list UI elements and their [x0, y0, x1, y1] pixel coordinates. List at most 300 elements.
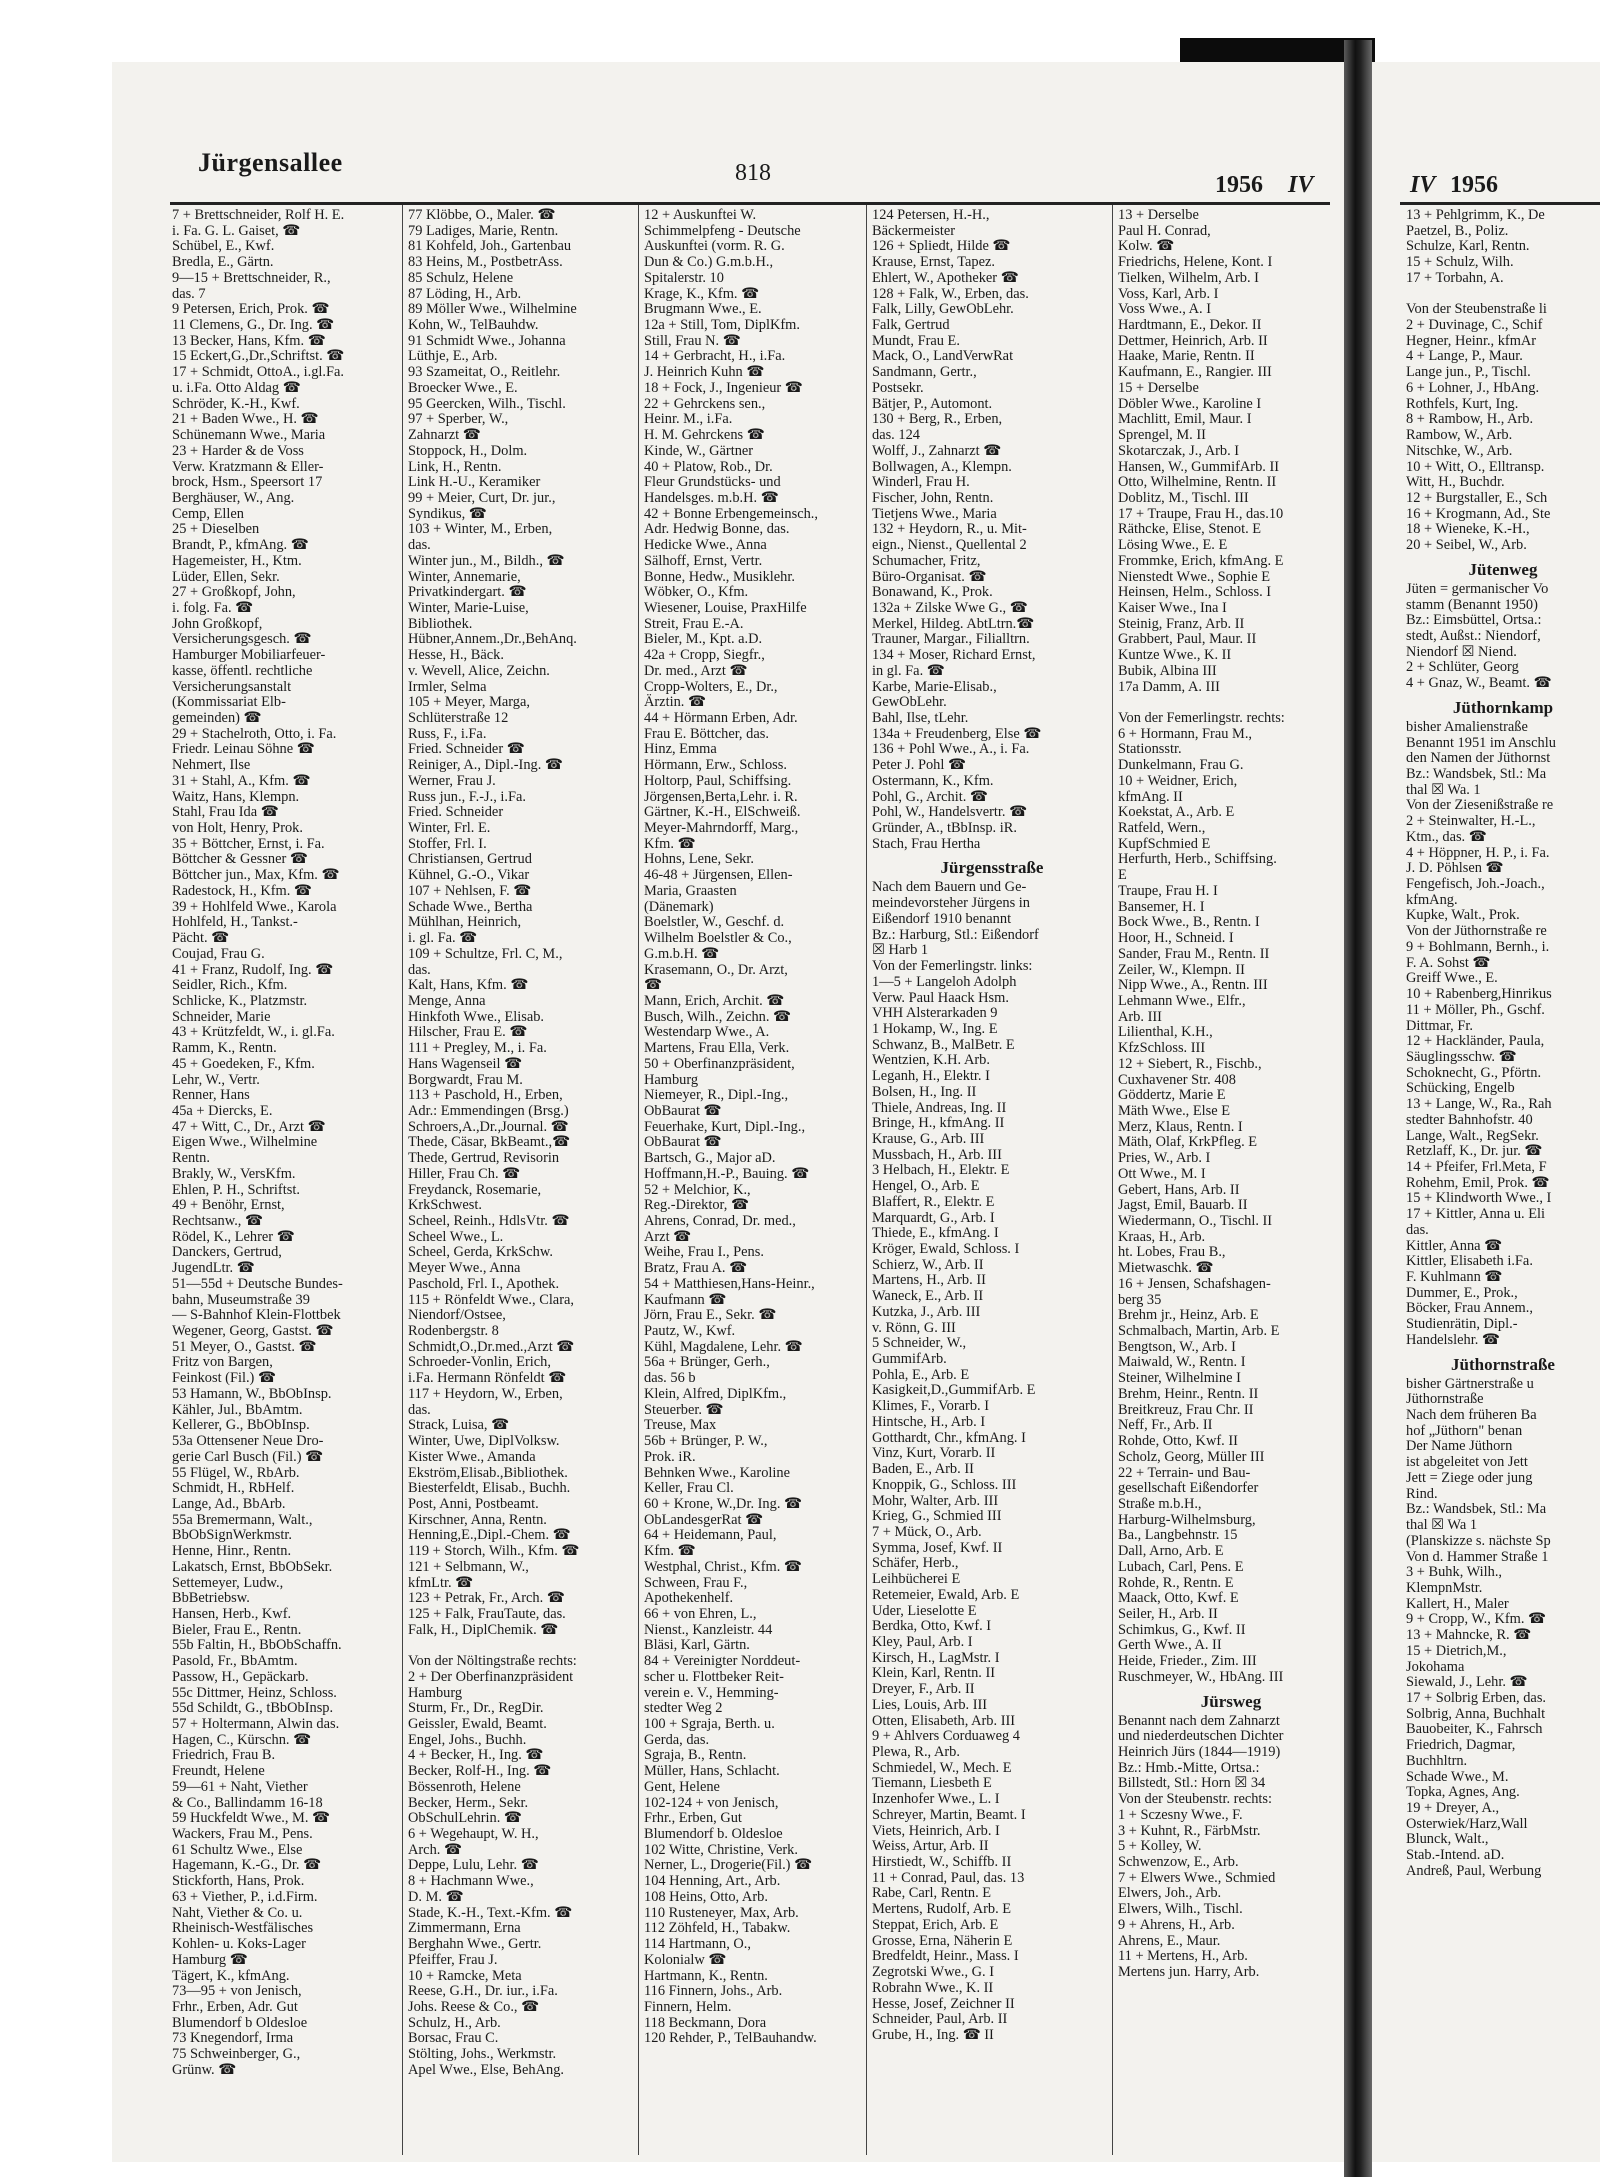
book-gutter: [1344, 40, 1372, 2177]
directory-entry: Adr. Hedwig Bonne, das.: [644, 521, 790, 538]
directory-entry: 12 + Auskunftei W.: [644, 208, 757, 223]
directory-entry: Meyer Wwe., Anna: [408, 1260, 521, 1277]
directory-entry: ☎: [644, 977, 662, 994]
directory-entry: Rohde, Otto, Kwf. II: [1118, 1433, 1238, 1450]
directory-entry: Arch. ☎: [408, 1841, 462, 1858]
directory-entry: Feinkost (Fil.) ☎: [172, 1370, 276, 1387]
directory-entry: Steuerber. ☎: [644, 1401, 724, 1418]
directory-entry: Blaffert, R., Elektr. E: [872, 1193, 995, 1210]
directory-entry: 10 + Ramcke, Meta: [408, 1967, 522, 1984]
directory-entry: Otten, Elisabeth, Arb. III: [872, 1712, 1016, 1729]
directory-entry: Fritz von Bargen,: [172, 1354, 273, 1371]
directory-entry: Schröder, K.-H., Kwf.: [172, 395, 300, 412]
directory-entry: Brakly, W., VersKfm.: [172, 1165, 296, 1182]
directory-entry: 87 Löding, H., Arb.: [408, 285, 522, 302]
directory-entry: Winter, Marie-Luise,: [408, 599, 529, 616]
directory-entry: Leganh, H., Elektr. I: [872, 1068, 990, 1085]
directory-entry: KlempnMstr.: [1406, 1579, 1483, 1596]
directory-entry: Borsac, Frau C.: [408, 2030, 499, 2047]
directory-entry: v. Rönn, G. III: [872, 1319, 956, 1336]
directory-entry: 41 + Franz, Rudolf, Ing. ☎: [172, 961, 334, 978]
directory-entry: Hübner,Annem.,Dr.,BehAnq.: [408, 631, 577, 648]
directory-entry: Schmidt,O.,Dr.med.,Arzt ☎: [408, 1338, 575, 1355]
directory-entry: Steiner, Wilhelmine I: [1118, 1370, 1241, 1387]
directory-entry: i.Fa. Hermann Rönfeldt ☎: [408, 1370, 567, 1387]
directory-entry: 91 Schmidt Wwe., Johanna: [408, 332, 566, 349]
directory-entry: Schücking, Engelb: [1406, 1080, 1515, 1097]
directory-entry: Hamburg: [644, 1071, 699, 1088]
directory-entry: Thede, Cäsar, BkBeamt.,☎: [408, 1134, 571, 1151]
directory-entry: 132a + Zilske Wwe G., ☎: [872, 599, 1028, 616]
directory-entry: 23 + Harder & de Voss: [172, 442, 304, 459]
directory-entry: Gerth Wwe., A. II: [1118, 1637, 1222, 1654]
directory-entry: 16 + Jensen, Schafshagen-: [1118, 1275, 1271, 1292]
directory-entry: Bratz, Frau A. ☎: [644, 1260, 748, 1277]
directory-column: [408, 208, 638, 2158]
directory-entry: Schreyer, Martin, Beamt. I: [872, 1806, 1026, 1823]
directory-entry: Winderl, Frau H.: [872, 474, 970, 491]
directory-entry: 9 + Ahrens, H., Arb.: [1118, 1916, 1235, 1933]
directory-entry: 125 + Falk, FrauTaute, das.: [408, 1605, 566, 1622]
directory-entry: Traupe, Frau H. I: [1118, 882, 1218, 899]
directory-entry: Schade Wwe., M.: [1406, 1768, 1509, 1785]
directory-entry: Rheinisch-Westfälisches: [172, 1920, 314, 1937]
directory-entry: Voss Wwe., A. I: [1118, 301, 1212, 318]
directory-entry: Dall, Arno, Arb. E: [1118, 1543, 1224, 1560]
directory-entry: Lehmann Wwe., Elfr.,: [1118, 992, 1246, 1009]
directory-entry: Heinrich Jürs (1844—1919): [1118, 1744, 1281, 1760]
directory-entry: Mack, O., LandVerwRat: [872, 348, 1014, 365]
directory-entry: Berghäuser, W., Ang.: [172, 489, 295, 506]
directory-entry: Reg.-Direktor, ☎: [644, 1197, 749, 1214]
directory-entry: Otto, Wilhelmine, Rentn. II: [1118, 474, 1277, 491]
directory-entry: Grosse, Erna, Näherin E: [872, 1932, 1013, 1949]
directory-entry: Freundt, Helene: [172, 1763, 265, 1780]
directory-entry: Lüthje, E., Arb.: [408, 348, 498, 365]
directory-entry: Hinz, Emma: [644, 741, 717, 758]
directory-entry: Neff, Fr., Arb. II: [1118, 1417, 1213, 1434]
directory-entry: v. Wevell, Alice, Zeichn.: [408, 662, 550, 679]
directory-entry: 8 + Hachmann Wwe.,: [408, 1873, 534, 1890]
directory-entry: Kalt, Hans, Kfm. ☎: [408, 977, 529, 994]
directory-entry: 113 + Paschold, H., Erben,: [408, 1087, 563, 1104]
directory-entry: Sandmann, Gertr.,: [872, 364, 977, 381]
directory-entry: Breitkreuz, Frau Chr. II: [1118, 1401, 1254, 1418]
directory-entry: 12 + Siebert, R., Fischb.,: [1118, 1055, 1262, 1072]
directory-entry: G.m.b.H. ☎: [644, 945, 720, 962]
directory-entry: Hoffmann,H.-P., Bauing. ☎: [644, 1165, 810, 1182]
directory-entry: Pautz, W., Kwf.: [644, 1323, 736, 1340]
directory-entry: Viets, Heinrich, Arb. I: [872, 1822, 1000, 1839]
directory-entry: 43 + Krützfeldt, W., i. gl.Fa.: [172, 1024, 335, 1041]
directory-entry: Tielken, Wilhelm, Arb. I: [1118, 269, 1259, 286]
directory-entry: 73—95 + von Jenisch,: [172, 1983, 302, 2000]
directory-entry: 15 + Dietrich,M.,: [1406, 1642, 1507, 1659]
directory-entry: Nach dem früheren Ba: [1406, 1407, 1537, 1424]
directory-entry: Pries, W., Arb. I: [1118, 1150, 1211, 1167]
directory-entry: Passow, H., Gepäckarb.: [172, 1668, 309, 1685]
directory-entry: stedter Bahnhofstr. 40: [1406, 1111, 1533, 1128]
directory-entry: Wackers, Frau M., Pens.: [172, 1826, 313, 1843]
directory-entry: 11 + Möller, Ph., Gschf.: [1406, 1001, 1545, 1018]
directory-entry: 44 + Hörmann Erben, Adr.: [644, 710, 798, 726]
directory-entry: Schübel, E., Kwf.: [172, 238, 275, 255]
directory-entry: ObSchulLehrin. ☎: [408, 1810, 522, 1827]
directory-entry: gerie Carl Busch (Fil.) ☎: [172, 1448, 324, 1465]
directory-entry: 85 Schulz, Helene: [408, 269, 514, 286]
directory-entry: Lilienthal, K.H.,: [1118, 1024, 1213, 1041]
directory-entry: Feuerhake, Kurt, Dipl.-Ing.,: [644, 1118, 806, 1135]
directory-entry: Scheel, Gerda, KrkSchw.: [408, 1244, 553, 1261]
directory-entry: 105 + Meyer, Marga,: [408, 694, 530, 711]
directory-entry: Döbler Wwe., Karoline I: [1118, 395, 1262, 412]
directory-entry: Privatkindergart. ☎: [408, 584, 527, 601]
directory-entry: brock, Hsm., Speersort 17: [172, 474, 323, 491]
directory-entry: thal ☒ Wa 1: [1406, 1517, 1478, 1534]
directory-entry: Freydanck, Rosemarie,: [408, 1181, 542, 1198]
directory-entry: Thiede, E., kfmAng. I: [872, 1225, 999, 1242]
directory-entry: Paschold, Frl. I., Apothek.: [408, 1275, 560, 1292]
directory-entry: Bredla, E., Gärtn.: [172, 254, 274, 271]
directory-entry: 46-48 + Jürgensen, Ellen-: [644, 867, 793, 884]
directory-entry: Gründer, A., tBbInsp. iR.: [872, 820, 1017, 837]
year-right: 1956: [1450, 172, 1498, 198]
directory-entry: Schierz, W., Arb. II: [872, 1256, 984, 1273]
directory-entry: Lehr, W., Vertr.: [172, 1071, 260, 1088]
directory-entry: Nerner, L., Drogerie(Fil.) ☎: [644, 1857, 812, 1874]
directory-entry: Settemeyer, Ludw.,: [172, 1574, 284, 1591]
directory-entry: Ratfeld, Wern.,: [1118, 820, 1206, 837]
directory-entry: Von d. Hammer Straße 1: [1406, 1548, 1549, 1565]
directory-entry: Bonne, Hedw., Musiklehr.: [644, 568, 795, 585]
directory-entry: Jett = Ziege oder jung: [1406, 1469, 1533, 1486]
directory-entry: Seidler, Rich., Kfm.: [172, 977, 288, 994]
directory-entry: 3 + Kuhnt, R., FärbMstr.: [1118, 1822, 1261, 1839]
directory-entry: 16 + Krogmann, Ad., Ste: [1406, 505, 1551, 522]
directory-entry: Bollwagen, A., Klempn.: [872, 458, 1012, 475]
directory-entry: Brehm, Heinr., Rentn. II: [1118, 1385, 1259, 1402]
directory-entry: Bz.: Eimsbüttel, Ortsa.:: [1406, 612, 1542, 629]
directory-entry: Räthcke, Elise, Stenot. E: [1118, 521, 1262, 538]
directory-entry: Hohlfeld, H., Tankst.-: [172, 914, 298, 931]
directory-entry: Engel, Johs., Buchh.: [408, 1731, 527, 1748]
directory-entry: Treuse, Max: [644, 1417, 717, 1434]
directory-entry: Thiele, Andreas, Ing. II: [872, 1099, 1007, 1116]
directory-entry: Lüder, Ellen, Sekr.: [172, 568, 280, 585]
directory-entry: Behnken Wwe., Karoline: [644, 1464, 790, 1481]
directory-entry: Mertens jun. Harry, Arb.: [1118, 1964, 1260, 1981]
directory-entry: Trauner, Margar., Filialltrn.: [872, 631, 1030, 648]
directory-entry: Hilscher, Frau E. ☎: [408, 1024, 528, 1041]
directory-entry: 4 + Lange, P., Maur.: [1406, 348, 1523, 365]
directory-entry: Weihe, Frau I., Pens.: [644, 1244, 764, 1261]
directory-entry: Karbe, Marie-Elisab.,: [872, 678, 997, 695]
header-rule-right: [1400, 202, 1600, 205]
directory-entry: Mäth, Olaf, KrkPfleg. E: [1118, 1134, 1258, 1151]
directory-entry: ObBaurat ☎: [644, 1134, 722, 1151]
directory-entry: Schoknecht, G., Pförtn.: [1406, 1064, 1542, 1081]
directory-entry: Russ jun., F.-J., i.Fa.: [408, 788, 526, 805]
directory-entry: 15 Eckert,G.,Dr.,Schriftst. ☎: [172, 348, 345, 365]
directory-entry: Meyer-Mahrndorff, Marg.,: [644, 820, 799, 837]
directory-entry: 1—5 + Langeloh Adolph: [872, 973, 1017, 990]
directory-entry: verein e. V., Hemming-: [644, 1684, 779, 1701]
directory-entry: Christiansen, Gertrud: [408, 851, 532, 868]
directory-entry: Menge, Anna: [408, 992, 486, 1009]
directory-entry: 35 + Böttcher, Ernst, i. Fa.: [172, 835, 325, 852]
directory-entry: 29 + Stachelroth, Otto, i. Fa.: [172, 725, 337, 742]
directory-entry: Maiwald, W., Rentn. I: [1118, 1354, 1246, 1371]
directory-entry: Jokohama: [1406, 1658, 1465, 1675]
directory-entry: Mohr, Walter, Arb. III: [872, 1492, 999, 1509]
directory-entry: Kohn, W., TelBauhdw.: [408, 317, 539, 334]
directory-entry: Kfm. ☎: [644, 1543, 696, 1560]
directory-entry: Hagemeister, H., Ktm.: [172, 552, 302, 569]
directory-entry: 13 Becker, Hans, Kfm. ☎: [172, 332, 326, 349]
directory-entry: Säuglingsschw. ☎: [1406, 1048, 1517, 1065]
directory-entry: Heinr. M., i.Fa.: [644, 411, 733, 428]
directory-entry: Kaufmann, E., Rangier. III: [1118, 364, 1272, 381]
directory-entry: Westphal, Christ., Kfm. ☎: [644, 1558, 802, 1575]
directory-entry: BbBetriebsw.: [172, 1590, 250, 1607]
directory-entry: 75 Schweinberger, G.,: [172, 2046, 301, 2063]
directory-entry: Zimmermann, Erna: [408, 1920, 521, 1937]
directory-entry: VHH Alsterarkaden 9: [872, 1005, 998, 1022]
directory-entry: 61 Schultz Wwe., Else: [172, 1841, 303, 1858]
directory-entry: Lies, Louis, Arb. III: [872, 1696, 988, 1713]
directory-entry: 102-124 + von Jenisch,: [644, 1794, 779, 1811]
directory-entry: 119 + Storch, Wilh., Kfm. ☎: [408, 1543, 580, 1560]
directory-entry: Merz, Klaus, Rentn. I: [1118, 1118, 1243, 1135]
directory-entry: Henne, Hinr., Rentn.: [172, 1543, 292, 1560]
directory-entry: Ba., Langbehnstr. 15: [1118, 1527, 1238, 1544]
year-left: 1956: [1215, 172, 1263, 198]
directory-entry: 124 Petersen, H.-H.,: [872, 208, 990, 223]
directory-entry: Schünemann Wwe., Maria: [172, 427, 326, 444]
column-divider: [866, 205, 867, 2155]
directory-entry: Studienrätin, Dipl.-: [1406, 1316, 1518, 1333]
directory-entry: Spitalerstr. 10: [644, 269, 724, 286]
directory-entry: Inzenhofer Wwe., L. I: [872, 1791, 1000, 1808]
directory-entry: Bäckermeister: [872, 222, 956, 239]
directory-entry: Bz.: Harburg, Stl.: Eißendorf: [872, 926, 1039, 943]
directory-entry: Brugmann Wwe., E.: [644, 301, 762, 318]
directory-entry: Versicherungsgesch. ☎: [172, 631, 312, 648]
directory-entry: Radestock, H., Kfm. ☎: [172, 882, 312, 899]
directory-entry: Koekstat, A., Arb. E: [1118, 804, 1235, 821]
directory-entry: Cropp-Wolters, E., Dr.,: [644, 678, 778, 695]
directory-entry: Stölting, Johs., Werkmstr.: [408, 2046, 557, 2063]
directory-entry: 9 Petersen, Erich, Prok. ☎: [172, 301, 330, 318]
directory-entry: Voss, Karl, Arb. I: [1118, 285, 1219, 302]
directory-entry: 57 + Holtermann, Alwin das.: [172, 1716, 340, 1732]
directory-entry: i. gl. Fa. ☎: [408, 930, 478, 947]
directory-entry: Martens, H., Arb. II: [872, 1272, 986, 1289]
directory-entry: Von der Steubenstraße li: [1406, 301, 1547, 318]
directory-entry: Friedrich, Dagmar,: [1406, 1737, 1516, 1754]
directory-entry: 7 + Elwers Wwe., Schmied: [1118, 1869, 1276, 1886]
directory-entry: eign., Nienst., Quellental 2: [872, 537, 1027, 554]
directory-entry: Ruschmeyer, W., HbAng. III: [1118, 1668, 1284, 1685]
directory-entry: Fleur Grundstücks- und: [644, 474, 781, 491]
directory-entry: Ekström,Elisab.,Bibliothek.: [408, 1464, 568, 1481]
column-divider: [1112, 205, 1113, 2155]
directory-entry: Mertens, Rudolf, Arb. E: [872, 1901, 1012, 1918]
directory-entry: Reese, G.H., Dr. iur., i.Fa.: [408, 1983, 558, 2000]
directory-entry: Grabbert, Paul, Maur. II: [1118, 631, 1257, 648]
directory-entry: Lange, Walt., RegSekr.: [1406, 1127, 1539, 1144]
directory-entry: D. M. ☎: [408, 1888, 464, 1905]
directory-entry: Martens, Frau Ella, Verk.: [644, 1040, 790, 1057]
directory-entry: Johs. Reese & Co., ☎: [408, 1998, 540, 2015]
directory-entry: Fried. Schneider: [408, 804, 504, 821]
directory-entry: Brandt, P., kfmAng. ☎: [172, 537, 309, 554]
directory-entry: Apothekenhelf.: [644, 1590, 734, 1607]
directory-entry: Mundt, Frau E.: [872, 332, 960, 349]
directory-entry: Bössenroth, Helene: [408, 1778, 521, 1795]
directory-entry: Hinkfoth Wwe., Elisab.: [408, 1008, 545, 1025]
directory-entry: Retzlaff, K., Dr. jur. ☎: [1406, 1143, 1543, 1160]
directory-entry: Heide, Frieder., Zim. III: [1118, 1653, 1257, 1670]
directory-entry: 100 + Sgraja, Berth. u.: [644, 1716, 775, 1732]
directory-entry: Pächt. ☎: [172, 930, 230, 947]
directory-entry: 116 Finnern, Johs., Arb.: [644, 1983, 783, 2000]
directory-entry: Von der Ziesenißstraße re: [1406, 797, 1554, 814]
directory-entry: Mann, Erich, Archit. ☎: [644, 992, 785, 1009]
directory-entry: Bibliothek.: [408, 615, 473, 632]
directory-entry: 18 + Fock, J., Ingenieur ☎: [644, 379, 803, 396]
directory-entry: Stoffer, Frl. I.: [408, 835, 487, 852]
directory-entry: 15 + Klindworth Wwe., I: [1406, 1190, 1552, 1207]
directory-entry: Strack, Luisa, ☎: [408, 1417, 510, 1434]
directory-entry: Plewa, R., Arb.: [872, 1744, 960, 1760]
directory-entry: Schmalbach, Martin, Arb. E: [1118, 1323, 1280, 1340]
directory-entry: 111 + Pregley, M., i. Fa.: [408, 1040, 547, 1057]
directory-entry: 117 + Heydorn, W., Erben,: [408, 1385, 563, 1402]
directory-entry: Klein, Karl, Rentn. II: [872, 1665, 996, 1682]
directory-entry: 53a Ottensener Neue Dro-: [172, 1433, 324, 1450]
directory-entry: Schween, Frau F.,: [644, 1574, 748, 1591]
directory-entry: Seiler, H., Arb. II: [1118, 1605, 1218, 1622]
directory-entry: Greiff Wwe., E.: [1406, 970, 1498, 987]
directory-entry: Vinz, Kurt, Vorarb. II: [872, 1445, 996, 1462]
directory-entry: Buchhltrn.: [1406, 1752, 1468, 1769]
directory-entry: 108 Heins, Otto, Arb.: [644, 1888, 768, 1905]
directory-entry: das. 7: [172, 285, 206, 302]
directory-entry: Elwers, Wilh., Tischl.: [1118, 1901, 1243, 1918]
directory-entry: Nienst., Kanzleistr. 44: [644, 1621, 773, 1638]
directory-entry: 11 + Conrad, Paul, das. 13: [872, 1869, 1025, 1886]
directory-entry: Berghahn Wwe., Gertr.: [408, 1936, 542, 1953]
directory-entry: Handelslehr. ☎: [1406, 1331, 1500, 1348]
directory-entry: 56b + Brünger, P. W.,: [644, 1433, 768, 1450]
directory-entry: 22 + Gehrckens sen.,: [644, 395, 766, 412]
directory-entry: Hirstiedt, W., Schiffb. II: [872, 1854, 1012, 1871]
directory-entry: Dreyer, F., Arb. II: [872, 1681, 975, 1698]
directory-entry: 47 + Witt, C., Dr., Arzt ☎: [172, 1118, 326, 1135]
directory-entry: Andreß, Paul, Werbung: [1406, 1862, 1542, 1879]
directory-entry: Schulze, Karl, Rentn.: [1406, 238, 1530, 255]
directory-entry: Hagen, C., Kürschn. ☎: [172, 1731, 312, 1748]
directory-entry: 4 + Höppner, H. P., i. Fa.: [1406, 844, 1550, 861]
directory-entry: 17a Damm, A. III: [1118, 678, 1220, 695]
directory-entry: Nach dem Bauern und Ge-: [872, 879, 1027, 896]
directory-entry: Solbrig, Anna, Buchhalt: [1406, 1705, 1546, 1722]
directory-entry: Link, H., Rentn.: [408, 458, 502, 475]
directory-entry: i. Fa. G. L. Gaiset, ☎: [172, 222, 301, 239]
directory-entry: ObBaurat ☎: [644, 1102, 722, 1119]
directory-entry: Bahl, Ilse, tLehr.: [872, 710, 969, 726]
directory-entry: Fried. Schneider ☎: [408, 741, 525, 758]
directory-entry: Ahrens, E., Maur.: [1118, 1932, 1221, 1949]
directory-entry: Winter, Annemarie,: [408, 568, 521, 585]
directory-entry: Dunkelmann, Frau G.: [1118, 757, 1244, 774]
directory-entry: Rodenbergstr. 8: [408, 1323, 499, 1340]
directory-entry: 97 + Sperber, W.,: [408, 411, 509, 428]
directory-entry: 55a Bremermann, Walt.,: [172, 1511, 313, 1528]
directory-entry: BbObSignWerkmstr.: [172, 1527, 292, 1544]
directory-entry: 136 + Pohl Wwe., A., i. Fa.: [872, 741, 1030, 758]
directory-entry: Dun & Co.) G.m.b.H.,: [644, 254, 774, 271]
directory-entry: 6 + Hormann, Frau M.,: [1118, 725, 1253, 742]
directory-entry: Kirschner, Anna, Rentn.: [408, 1511, 547, 1528]
directory-entry: 14 + Gerbracht, H., i.Fa.: [644, 348, 786, 365]
directory-entry: Krieg, G., Schmied III: [872, 1508, 1002, 1525]
directory-entry: Benannt nach dem Zahnarzt: [1118, 1712, 1280, 1729]
directory-entry: Rohde, R., Rentn. E: [1118, 1574, 1234, 1591]
directory-entry: 112 Zöhfeld, H., Tabakw.: [644, 1920, 791, 1937]
directory-entry: Verw. Paul Haack Hsm.: [872, 989, 1009, 1006]
directory-entry: Schwenzow, E., Arb.: [1118, 1854, 1239, 1871]
directory-entry: Zahnarzt ☎: [408, 427, 481, 444]
directory-entry: Blumendorf b. Oldesloe: [644, 1826, 783, 1843]
directory-entry: Mussbach, H., Arb. III: [872, 1146, 1002, 1163]
directory-entry: Bz.: Hmb.-Mitte, Ortsa.:: [1118, 1759, 1260, 1776]
directory-entry: 12a + Still, Tom, DiplKfm.: [644, 317, 800, 334]
directory-entry: Henning,E.,Dipl.-Chem. ☎: [408, 1527, 571, 1544]
directory-entry: 81 Kohfeld, Joh., Gartenbau: [408, 238, 572, 255]
directory-entry: Winter jun., M., Bildh., ☎: [408, 552, 565, 569]
directory-entry: Böcker, Frau Annem.,: [1406, 1300, 1533, 1317]
directory-entry: Frhr., Erben, Adr. Gut: [172, 1998, 298, 2015]
directory-entry: 13 + Pehlgrimm, K., De: [1406, 208, 1545, 223]
directory-entry: Krage, K., Kfm. ☎: [644, 285, 760, 302]
directory-entry: Hans Wagenseil ☎: [408, 1055, 523, 1072]
directory-column: [644, 208, 866, 2158]
directory-entry: Sgraja, B., Rentn.: [644, 1747, 747, 1764]
directory-entry: Rambow, W., Arb.: [1406, 427, 1513, 444]
directory-entry: Von der Femerlingstr. links:: [872, 958, 1033, 975]
directory-entry: Wöbker, O., Kfm.: [644, 584, 749, 601]
volume-right: IV: [1410, 172, 1436, 198]
directory-entry: Eißendorf 1910 benannt: [872, 910, 1012, 927]
directory-entry: 54 + Matthiesen,Hans-Heinr.,: [644, 1275, 815, 1292]
directory-entry: Straße m.b.H.,: [1118, 1495, 1202, 1512]
directory-entry: Grünw. ☎: [172, 2061, 237, 2078]
directory-entry: Dettmer, Heinrich, Arb. II: [1118, 332, 1268, 349]
directory-entry: Bansemer, H. I: [1118, 898, 1205, 915]
directory-entry: Kühl, Magdalene, Lehr. ☎: [644, 1338, 803, 1355]
directory-entry: Hagemann, K.-G., Dr. ☎: [172, 1857, 322, 1874]
directory-entry: Ostermann, K., Kfm.: [872, 772, 994, 789]
directory-entry: Steinig, Franz, Arb. II: [1118, 615, 1245, 632]
directory-entry: Kuntze Wwe., K. II: [1118, 647, 1232, 664]
directory-entry: 50 + Oberfinanzpräsident,: [644, 1055, 795, 1072]
directory-entry: Wilhelm Boelstler & Co.,: [644, 930, 792, 947]
directory-entry: Dittmar, Fr.: [1406, 1017, 1473, 1034]
directory-column: [1118, 208, 1344, 2158]
directory-entry: Leihbücherei E: [872, 1571, 961, 1588]
